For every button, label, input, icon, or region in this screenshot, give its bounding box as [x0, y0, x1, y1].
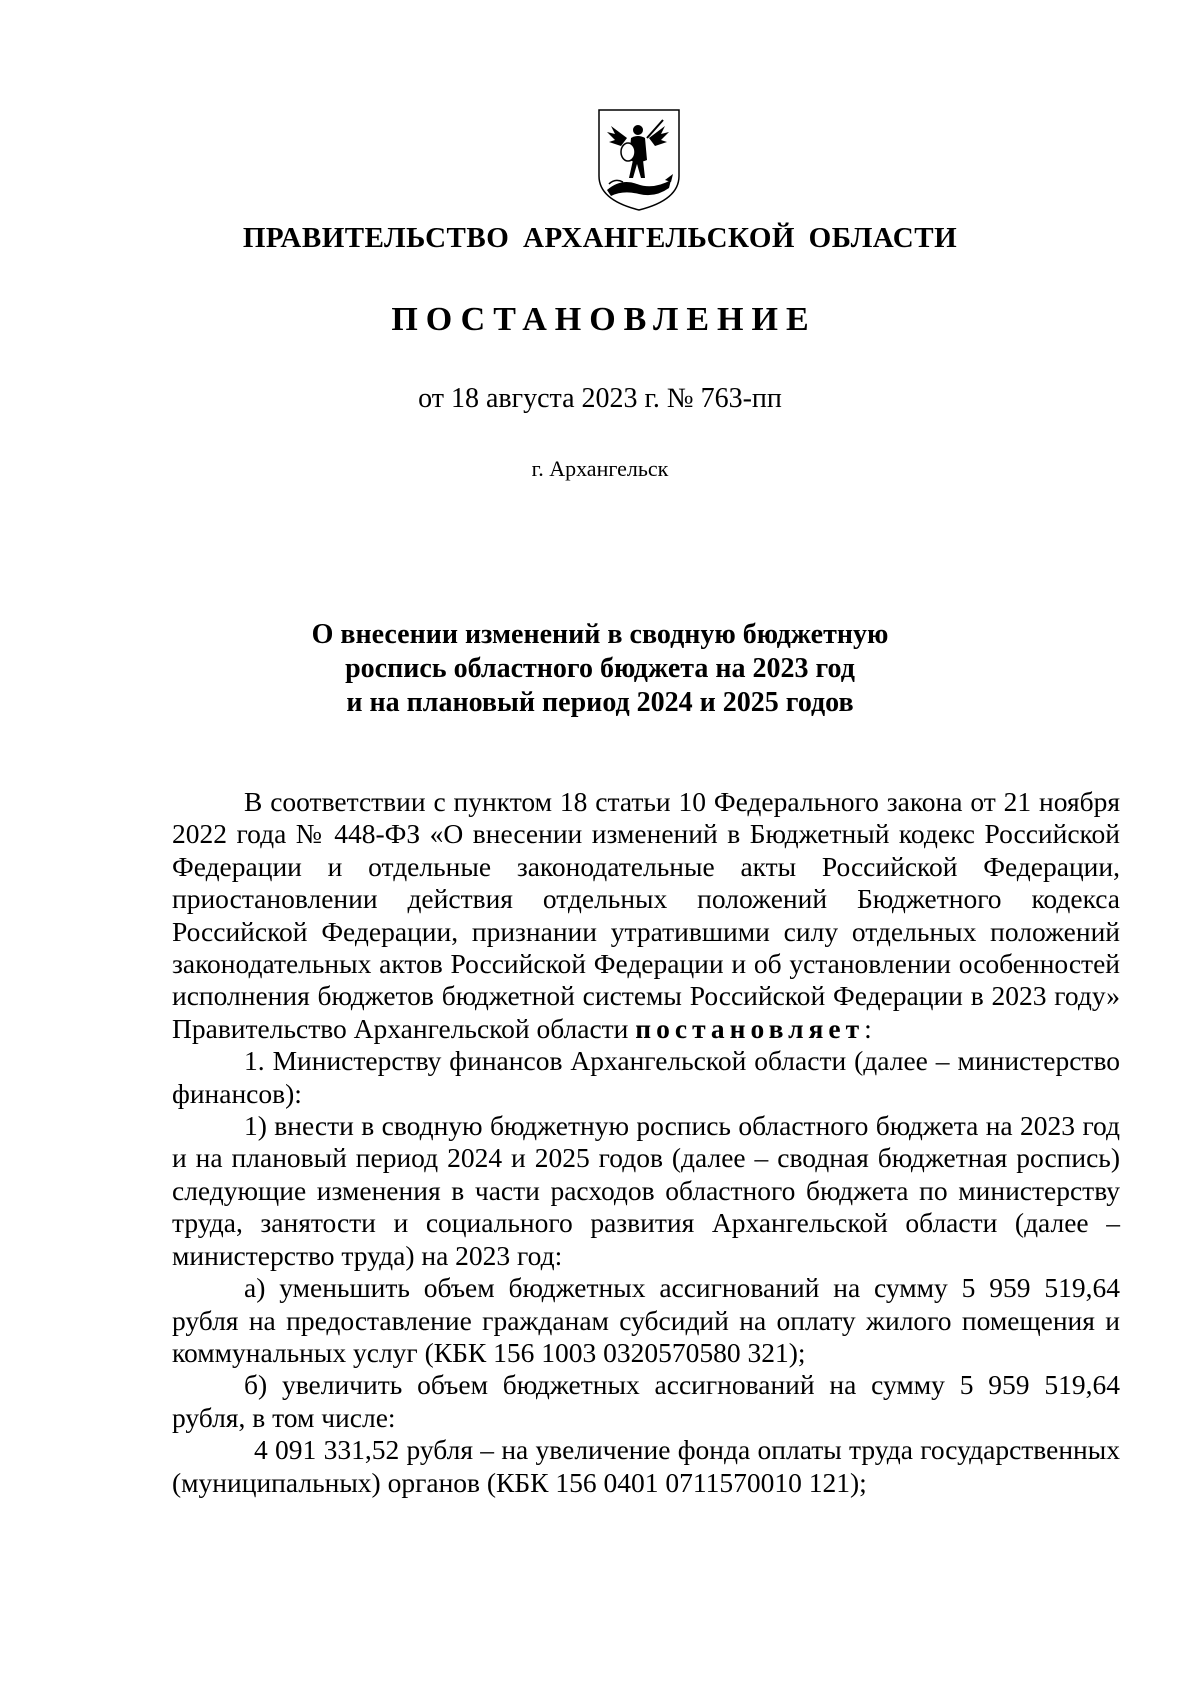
clause-1-1: 1) внести в сводную бюджетную роспись областного бюджета на 2023 год и на плановый период 2024 и 2025 годов (далее – сводная бюджетная роспись) следующие изменения в части расходов областного бюджета по министерству труда, занятости и социального развития Архангельской области (далее – министерство труда) на 2023 год:	[172, 1110, 1120, 1271]
arkhangelsk-coat-of-arms-icon	[597, 108, 681, 212]
preamble-end: :	[864, 1012, 872, 1044]
preamble-text: В соответствии с пунктом 18 статьи 10 Федерального закона от 21 ноября 2022 года № 448-ФЗ «О внесении изменений в Бюджетный кодекс Российской Федерации и отдельные законодательные акты Российской Федерации, приостановлении действия отдельных положений Бюджетного кодекса Российской Федерации, признании утратившими силу отдельных положений законодательных актов Российской Федерации и об установлении особенностей исполнения бюджетов бюджетной системы Российской Федерации в 2023 году» Правительство Архангельской области	[172, 786, 1120, 1044]
decree-word: постановляет	[635, 1012, 865, 1044]
clause-1-1-b: б) увеличить объем бюджетных ассигнований на сумму 5 959 519,64 рубля, в том числе:	[172, 1369, 1120, 1433]
subject-line-2: роспись областного бюджета на 2023 год	[345, 653, 855, 684]
document-date-number: от 18 августа 2023 г. № 763-пп	[418, 383, 782, 414]
clause-1: 1. Министерству финансов Архангельской области (далее – министерство финансов):	[172, 1045, 1120, 1109]
document-city: г. Архангельск	[531, 456, 669, 481]
subject-line-3: и на плановый период 2024 и 2025 годов	[346, 687, 854, 718]
clause-1-1-b-item-1: 4 091 331,52 рубля – на увеличение фонда оплаты труда государственных (муниципальных) органов (КБК 156 0401 0711570010 121);	[172, 1434, 1120, 1498]
government-title: ПРАВИТЕЛЬСТВО АРХАНГЕЛЬСКОЙ ОБЛАСТИ	[242, 222, 958, 254]
subject-line-1: О внесении изменений в сводную бюджетную	[311, 619, 889, 650]
document-subject	[0, 618, 1200, 720]
clause-1-1-a: а) уменьшить объем бюджетных ассигнований на сумму 5 959 519,64 рубля на предоставление гражданам субсидий на оплату жилого помещения и коммунальных услуг (КБК 156 1003 0320570580 321);	[172, 1272, 1120, 1368]
document-type-heading: ПОСТАНОВЛЕНИЕ	[391, 301, 817, 338]
document-body	[172, 786, 1120, 1499]
preamble-paragraph	[172, 786, 1120, 1045]
